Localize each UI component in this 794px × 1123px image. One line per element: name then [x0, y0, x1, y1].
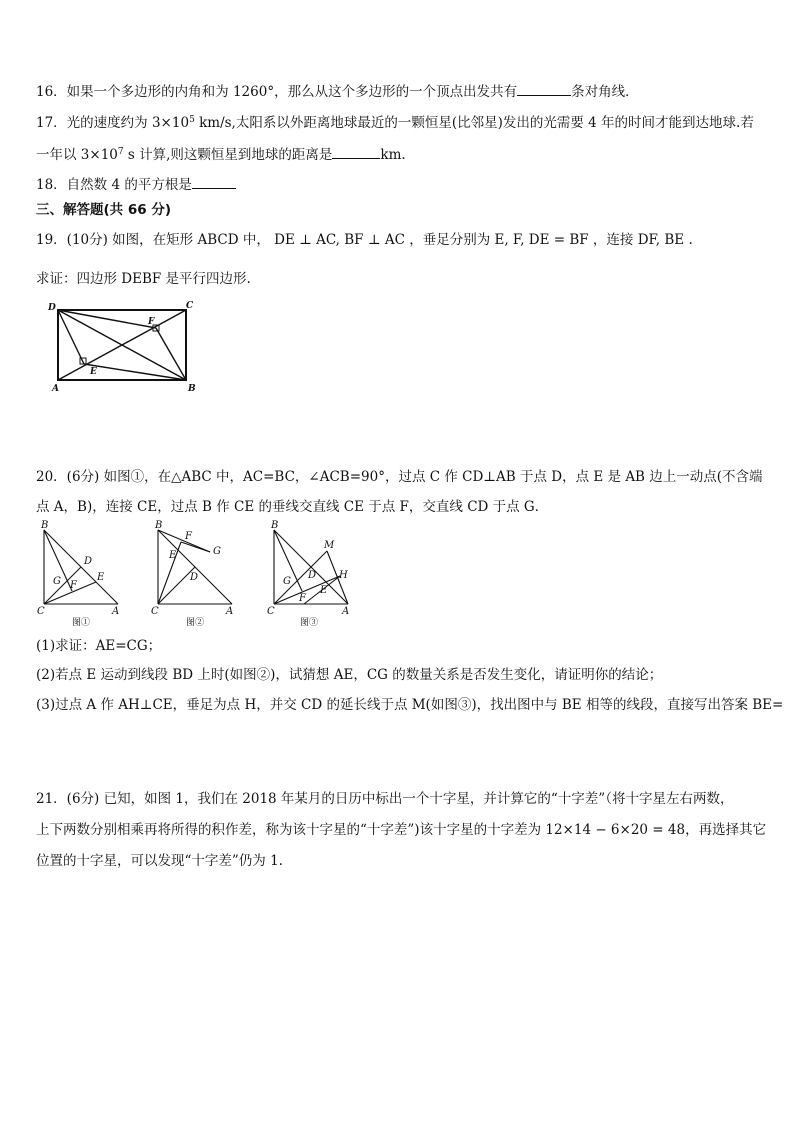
q18-line — [36, 178, 236, 193]
fig1-label-d: D — [84, 556, 93, 567]
fig19-label-f: F — [148, 317, 155, 327]
fig2-caption: 图② — [186, 618, 205, 628]
q17-line-2 — [36, 148, 406, 163]
fig3-label-g: G — [283, 576, 291, 587]
fig2-label-b: B — [155, 520, 163, 531]
fig19-label-e: E — [90, 367, 97, 377]
fig19-label-b: B — [188, 384, 196, 394]
q17-text-c: 一年以 3×10 — [36, 147, 118, 163]
q17-answer-blank[interactable] — [332, 148, 380, 159]
fig3-label-a: A — [342, 606, 350, 617]
fig2-label-e: E — [169, 550, 177, 561]
q20-part-1: (1)求证：AE=CG； — [36, 638, 162, 654]
q16-answer-blank[interactable] — [517, 85, 571, 96]
q19-line-1: 19．(10分) 如图，在矩形 ABCD 中， DE ⊥ AC, BF ⊥ AC ，垂足分别为 E, F, DE = BF ，连接 DF, BE . — [36, 232, 693, 248]
fig2-label-c: C — [151, 606, 159, 617]
fig2-label-g: G — [213, 546, 221, 557]
fig3-caption: 图③ — [300, 618, 319, 628]
fig3-label-h: H — [339, 570, 348, 581]
q17-unit: km. — [380, 147, 406, 163]
q17-text-d: s 计算,则这颗恒星到地球的距离是 — [123, 147, 333, 163]
fig2-label-a: A — [226, 606, 234, 617]
q17-exponent-2: 7 — [117, 147, 124, 157]
fig1-label-e: E — [97, 572, 105, 583]
fig3-label-b: B — [271, 520, 279, 531]
q17-text-a: 17．光的速度约为 3×10 — [36, 115, 190, 131]
fig19-label-c: C — [186, 301, 194, 311]
q16-line — [36, 85, 639, 100]
q20-line-2: 点 A，B)，连接 CE，过点 B 作 CE 的垂线交直线 CE 于点 F，交直线 CD 于点 G． — [36, 499, 549, 515]
fig19-label-d: D — [48, 303, 56, 313]
q21-line-3: 位置的十字星，可以发现“十字差”仍为 1. — [36, 853, 283, 869]
fig1-label-g: G — [53, 576, 61, 587]
fig1-label-c: C — [37, 606, 45, 617]
q17-exponent-1: 5 — [189, 115, 195, 125]
q20-part-2: (2)若点 E 运动到线段 BD 上时(如图②)，试猜想 AE，CG 的数量关系是否发生变化，请证明你的结论； — [36, 667, 663, 683]
fig2-label-d: D — [190, 572, 199, 583]
q16-text: 16．如果一个多边形的内角和为 1260°，那么从这个多边形的一个顶点出发共有 — [36, 84, 518, 100]
q20-figures — [34, 518, 364, 630]
fig2-label-f: F — [185, 531, 192, 542]
q18-text: 18．自然数 4 的平方根是 — [36, 177, 192, 193]
q19-line-2: 求证：四边形 DEBF 是平行四边形. — [36, 271, 251, 287]
q18-answer-blank[interactable] — [192, 178, 236, 189]
fig3-label-m: M — [324, 540, 335, 551]
fig1-caption: 图① — [72, 618, 91, 628]
q16-suffix: 条对角线． — [571, 84, 639, 100]
fig1-label-f: F — [70, 580, 77, 591]
fig3-label-d: D — [308, 570, 317, 581]
q17-text-b: km/s,太阳系以外距离地球最近的一颗恒星(比邻星)发出的光需要 4 年的时间才能到达地球.若 — [194, 115, 754, 131]
fig3-label-c: C — [267, 606, 275, 617]
q17-line-1 — [36, 117, 754, 131]
fig1-label-b: B — [41, 520, 49, 531]
q21-line-2: 上下两数分别相乘再将所得的积作差，称为该十字星的“十字差”)该十字星的十字差为 12×14 − 6×20 = 48，再选择其它 — [36, 822, 767, 838]
section-3-title: 三、解答题(共 66 分) — [36, 202, 172, 218]
q19-figure — [44, 298, 204, 394]
fig1-label-a: A — [112, 606, 120, 617]
q20-line-1: 20．(6分) 如图①，在△ABC 中，AC=BC，∠ACB=90°，过点 C 作 CD⊥AB 于点 D，点 E 是 AB 边上一动点(不含端 — [36, 469, 763, 485]
q20-part-3: (3)过点 A 作 AH⊥CE，垂足为点 H，并交 CD 的延长线于点 M(如图③)，找出图中与 BE 相等的线段，直接写出答案 BE= — [36, 697, 784, 713]
fig3-label-e: E — [320, 585, 328, 596]
fig19-label-a: A — [52, 384, 59, 394]
q21-line-1: 21．(6分) 已知，如图 1，我们在 2018 年某月的日历中标出一个十字星，并计算它的“十字差”（将十字星左右两数， — [36, 791, 734, 807]
fig3-label-f: F — [299, 593, 306, 604]
